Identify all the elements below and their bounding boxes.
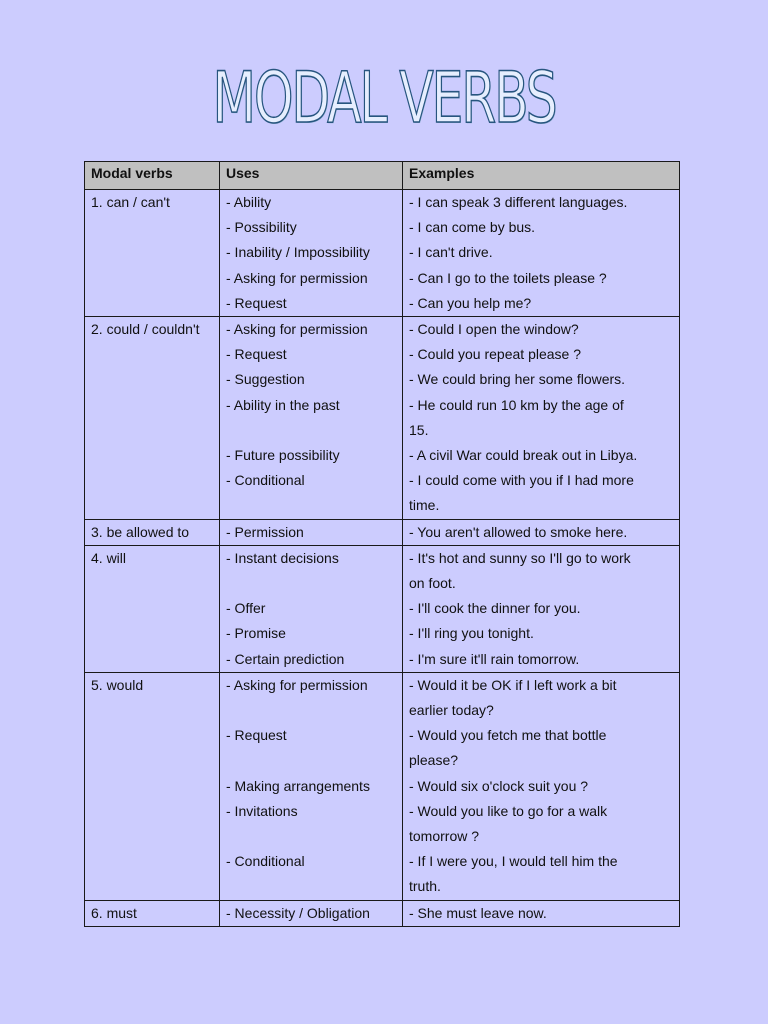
table-row	[85, 545, 680, 672]
example-sentence: earlier today?	[409, 702, 494, 719]
example-sentence: please?	[409, 752, 459, 769]
example-sentence: 15.	[409, 421, 429, 438]
page-title: MODAL VERBS	[212, 57, 556, 139]
example-sentence: - She must leave now.	[409, 904, 547, 921]
table-header-row	[85, 162, 680, 190]
use-item	[226, 493, 396, 518]
use-item: - Request	[226, 346, 287, 363]
example-sentence: - Can you help me?	[409, 294, 532, 311]
table-row	[85, 672, 680, 900]
example-sentence: - Could you repeat please ?	[409, 346, 581, 363]
column-header-uses: Uses	[220, 162, 403, 190]
example-sentence: - You aren't allowed to smoke here.	[409, 523, 628, 540]
use-item: - Necessity / Obligation	[226, 904, 370, 921]
example-sentence: - I'll cook the dinner for you.	[409, 600, 581, 617]
modal-verb: 2. could / couldn't	[91, 321, 200, 338]
use-item: - Request	[226, 727, 287, 744]
modal-verb: 4. will	[91, 549, 127, 566]
use-item: - Offer	[226, 600, 266, 617]
example-sentence: - I'll ring you tonight.	[409, 625, 534, 642]
example-sentence: tomorrow ?	[409, 828, 480, 845]
uses-cell	[220, 545, 403, 672]
example-sentence: - Could I open the window?	[409, 321, 579, 338]
use-item: - Making arrangements	[226, 777, 370, 794]
examples-cell	[403, 519, 680, 545]
use-item: - Invitations	[226, 802, 298, 819]
table-row	[85, 900, 680, 926]
example-sentence: - I can speak 3 different languages.	[409, 194, 628, 210]
modal-verb-cell	[85, 519, 220, 545]
modal-verb-cell	[85, 672, 220, 900]
table-body	[85, 190, 680, 927]
use-item	[226, 571, 396, 596]
uses-cell	[220, 317, 403, 520]
modal-verb-cell	[85, 545, 220, 672]
examples-cell	[403, 672, 680, 900]
example-sentence: - It's hot and sunny so I'll go to work	[409, 549, 631, 566]
use-item: - Inability / Impossibility	[226, 244, 370, 261]
use-item: - Permission	[226, 523, 304, 540]
modal-verb-cell	[85, 190, 220, 317]
example-sentence: - Would six o'clock suit you ?	[409, 777, 589, 794]
use-item: - Ability	[226, 194, 272, 210]
column-header-modal-verbs: Modal verbs	[85, 162, 220, 190]
example-sentence: - I could come with you if I had more	[409, 472, 634, 489]
examples-cell	[403, 900, 680, 926]
table-row	[85, 190, 680, 317]
use-item: - Instant decisions	[226, 549, 339, 566]
table-row	[85, 317, 680, 520]
uses-cell	[220, 672, 403, 900]
modal-verb-cell	[85, 317, 220, 520]
example-sentence: - He could run 10 km by the age of	[409, 396, 624, 413]
example-sentence: - Would it be OK if I left work a bit	[409, 676, 617, 693]
use-item	[226, 418, 396, 443]
example-sentence: - Would you like to go for a walk	[409, 802, 608, 819]
example-sentence: truth.	[409, 878, 441, 895]
use-item: - Conditional	[226, 853, 305, 870]
use-item	[226, 824, 396, 849]
example-sentence: - I can't drive.	[409, 244, 493, 261]
example-sentence: - I'm sure it'll rain tomorrow.	[409, 650, 580, 667]
example-sentence: - We could bring her some flowers.	[409, 371, 626, 388]
uses-cell	[220, 190, 403, 317]
example-sentence: time.	[409, 497, 440, 514]
modal-verb-cell	[85, 900, 220, 926]
use-item: - Asking for permission	[226, 321, 368, 338]
use-item	[226, 698, 396, 723]
table-row	[85, 519, 680, 545]
column-header-examples: Examples	[403, 162, 680, 190]
use-item: - Asking for permission	[226, 269, 368, 286]
examples-cell	[403, 190, 680, 317]
example-sentence: - A civil War could break out in Libya.	[409, 447, 638, 464]
modal-verb: 5. would	[91, 676, 144, 693]
use-item: - Asking for permission	[226, 676, 368, 693]
uses-cell	[220, 900, 403, 926]
use-item: - Certain prediction	[226, 650, 345, 667]
use-item	[226, 748, 396, 773]
use-item: - Suggestion	[226, 371, 305, 388]
example-sentence: - Can I go to the toilets please ?	[409, 269, 607, 286]
examples-cell	[403, 545, 680, 672]
use-item: - Future possibility	[226, 447, 340, 464]
use-item: - Ability in the past	[226, 396, 340, 413]
use-item	[226, 874, 396, 899]
modal-verb: 6. must	[91, 904, 137, 921]
example-sentence: - Would you fetch me that bottle	[409, 727, 607, 744]
modal-verb: 1. can / can't	[91, 194, 170, 210]
example-sentence: - I can come by bus.	[409, 219, 536, 236]
example-sentence: - If I were you, I would tell him the	[409, 853, 618, 870]
modal-verb: 3. be allowed to	[91, 523, 190, 540]
example-sentence: on foot.	[409, 575, 456, 592]
examples-cell	[403, 317, 680, 520]
use-item: - Request	[226, 294, 287, 311]
uses-cell	[220, 519, 403, 545]
modal-verbs-table	[84, 161, 680, 927]
use-item: - Promise	[226, 625, 286, 642]
use-item: - Possibility	[226, 219, 297, 236]
use-item: - Conditional	[226, 472, 305, 489]
